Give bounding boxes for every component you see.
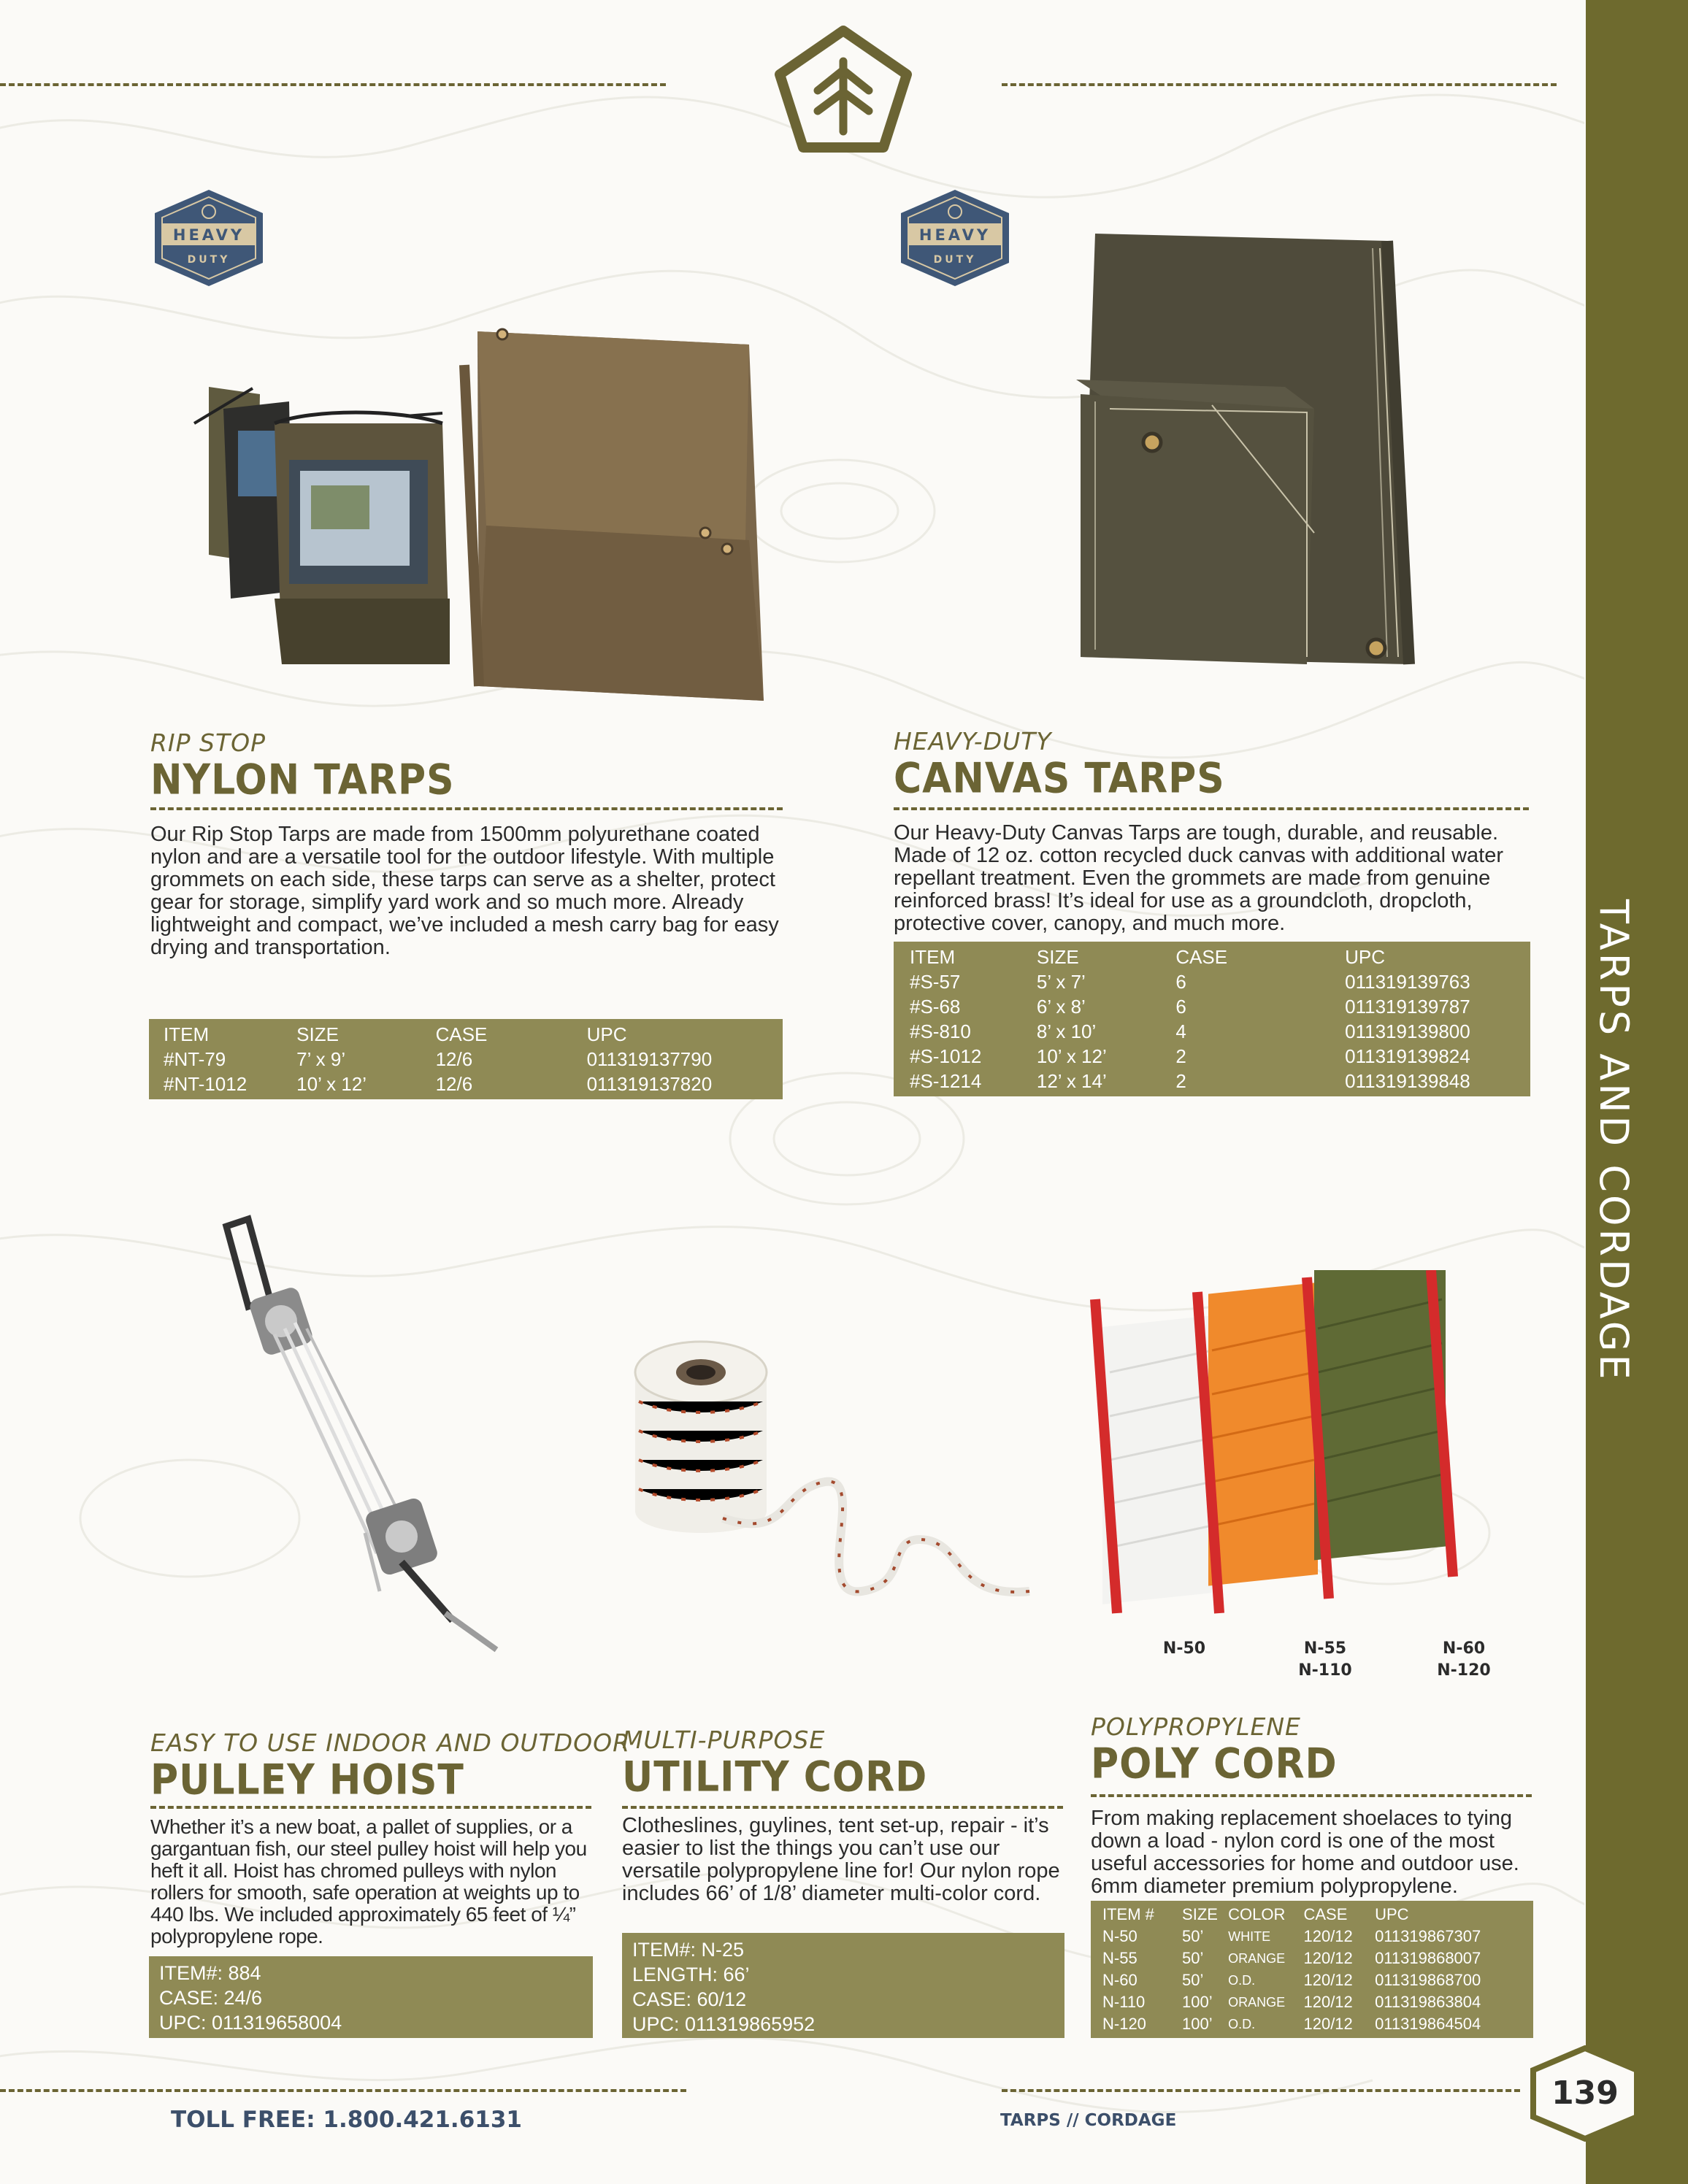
canvas-divider	[894, 807, 1529, 810]
table-row	[164, 1072, 768, 1096]
table-cell: #S-57	[910, 971, 961, 993]
pulley-hoist-image	[204, 1212, 540, 1664]
table-cell: 2	[1175, 1070, 1186, 1092]
canvas-description: Our Heavy-Duty Canvas Tarps are tough, durable, and reusable. Made of 12 oz. cotton recycled duck canvas with additional water repellant treatment. Even the grommets are made from genuine reinforced brass! It’s ideal for use as a groundcloth, dropcloth, protective cover, canopy, and much more.	[894, 821, 1504, 935]
utility-divider	[622, 1806, 1063, 1809]
pulley-kicker: EASY TO USE INDOOR AND OUTDOOR	[150, 1729, 631, 1757]
table-cell: 2	[1175, 1045, 1186, 1067]
table-row	[910, 969, 1514, 994]
column-header: ITEM	[164, 1023, 210, 1045]
utility-spec-box	[622, 1933, 1064, 2038]
nylon-title: NYLON TARPS	[150, 756, 455, 804]
table-cell: #S-810	[910, 1020, 971, 1042]
table-cell: 50’	[1182, 1971, 1204, 1989]
spec-line: ITEM#: N-25	[632, 1939, 745, 1961]
spool-label-line: N-110	[1298, 1661, 1352, 1680]
table-cell: 7’ x 9’	[296, 1048, 346, 1070]
table-cell: 011319868007	[1375, 1949, 1481, 1967]
canvas-spec-table	[894, 942, 1530, 1096]
footer-divider-right	[1002, 2089, 1520, 2092]
page-number: 139	[1551, 2075, 1619, 2112]
table-cell: 10’ x 12’	[296, 1073, 367, 1095]
table-row	[910, 1019, 1514, 1044]
spool-label-line: N-60	[1442, 1639, 1486, 1658]
spec-line: CASE: 60/12	[632, 1988, 747, 2010]
column-header: SIZE	[296, 1023, 339, 1045]
table-cell: 011319868700	[1375, 1971, 1481, 1989]
table-row	[910, 1044, 1514, 1069]
poly-description: From making replacement shoelaces to tying down a load - nylon cord is one of the most useful accessories for home and outdoor use. 6mm diameter premium polypropylene.	[1091, 1807, 1519, 1898]
column-header: ITEM	[910, 946, 956, 968]
header-divider-left	[0, 83, 666, 86]
table-cell: 100’	[1182, 1993, 1213, 2011]
table-header-row	[164, 1022, 768, 1047]
table-cell: O.D.	[1228, 2017, 1256, 2031]
nylon-kicker: RIP STOP	[150, 728, 266, 757]
column-header: CASE	[1303, 1905, 1348, 1923]
footer-section-label: TARPS // CORDAGE	[1000, 2111, 1177, 2130]
table-row	[1102, 1947, 1522, 1969]
header-divider-right	[1002, 83, 1557, 86]
table-cell: 011319139848	[1345, 1070, 1470, 1092]
poly-cord-image	[1088, 1270, 1504, 1635]
table-cell: 120/12	[1303, 2015, 1353, 2033]
column-header: UPC	[586, 1023, 627, 1045]
column-header: UPC	[1375, 1905, 1409, 1923]
table-cell: 5’ x 7’	[1036, 971, 1086, 993]
table-cell: 100’	[1182, 2015, 1213, 2033]
table-row	[1102, 1969, 1522, 1991]
spool-label-line: N-50	[1162, 1639, 1206, 1658]
badge-line2: DUTY	[933, 254, 977, 266]
toll-free-phone: TOLL FREE: 1.800.421.6131	[171, 2107, 522, 2133]
pulley-description: Whether it’s a new boat, a pallet of supplies, or a gargantuan fish, our steel pulley hoist will help you heft it all. Hoist has chromed pulleys with nylon rollers for smooth, safe operation at weights up to 440 lbs. We included approximately 65 feet of ¼” polypropylene rope.	[150, 1815, 587, 1947]
spool-label-line: N-55	[1303, 1639, 1347, 1658]
table-cell: 8’ x 10’	[1036, 1020, 1097, 1042]
table-cell: 011319864504	[1375, 2015, 1481, 2033]
sidebar-title: TARPS AND CORDAGE	[1591, 899, 1637, 1383]
table-cell: N-55	[1102, 1949, 1138, 1967]
table-cell: 011319139824	[1345, 1045, 1470, 1067]
column-header: CASE	[1175, 946, 1228, 968]
table-row	[1102, 1991, 1522, 2013]
nylon-divider	[150, 807, 783, 810]
spool-label	[1155, 1638, 1213, 1660]
page-number-badge	[1530, 2045, 1640, 2142]
table-cell: N-110	[1102, 1993, 1146, 2011]
spool-label	[1292, 1638, 1358, 1682]
table-cell: #S-1012	[910, 1045, 982, 1067]
spool-label-line: N-120	[1437, 1661, 1491, 1680]
canvas-kicker: HEAVY-DUTY	[894, 727, 1052, 755]
canvas-tarp-image	[1066, 226, 1431, 679]
table-row	[910, 1069, 1514, 1093]
column-header: ITEM #	[1102, 1905, 1154, 1923]
table-cell: 011319867307	[1375, 1927, 1481, 1945]
footer-divider-left	[0, 2089, 686, 2092]
poly-title: POLY CORD	[1091, 1740, 1338, 1788]
nylon-tarp-image	[165, 321, 793, 701]
nylon-description: Our Rip Stop Tarps are made from 1500mm polyurethane coated nylon and are a versatile tool for the outdoor lifestyle. With multiple grommets on each side, these tarps can serve as a shelter, protect gear for storage, simplify yard work and so much more. Already lightweight and compact, we’ve included a mesh carry bag for easy drying and transportation.	[150, 823, 779, 959]
table-header-row	[910, 945, 1514, 969]
spec-line: UPC: 011319658004	[159, 2012, 342, 2034]
table-cell: 011319139763	[1345, 971, 1470, 993]
utility-title: UTILITY CORD	[622, 1753, 928, 1802]
table-cell: 10’ x 12’	[1036, 1045, 1107, 1067]
nylon-spec-table	[149, 1019, 783, 1099]
table-cell: WHITE	[1228, 1929, 1271, 1944]
table-cell: 011319863804	[1375, 1993, 1481, 2011]
table-cell: #S-68	[910, 996, 961, 1018]
pulley-spec-box	[149, 1956, 593, 2038]
table-cell: 50’	[1182, 1949, 1204, 1967]
tree-logo-icon	[768, 23, 918, 162]
badge-line1: HEAVY	[918, 226, 991, 244]
table-cell: N-60	[1102, 1971, 1138, 1989]
table-cell: N-120	[1102, 2015, 1146, 2033]
poly-spec-table	[1091, 1901, 1533, 2038]
badge-line1: HEAVY	[172, 226, 245, 244]
utility-kicker: MULTI-PURPOSE	[622, 1726, 826, 1754]
table-cell: 12/6	[435, 1073, 473, 1095]
spec-line: ITEM#: 884	[159, 1962, 261, 1984]
table-cell: 120/12	[1303, 1971, 1353, 1989]
column-header: SIZE	[1036, 946, 1079, 968]
poly-divider	[1091, 1794, 1532, 1797]
heavy-duty-badge	[897, 187, 1013, 289]
table-cell: #S-1214	[910, 1070, 982, 1092]
badge-line2: DUTY	[187, 254, 231, 266]
table-cell: 120/12	[1303, 1927, 1353, 1945]
table-cell: 011319137790	[586, 1048, 713, 1070]
table-cell: #NT-79	[164, 1048, 226, 1070]
table-cell: 4	[1175, 1020, 1186, 1042]
table-cell: ORANGE	[1228, 1951, 1286, 1966]
table-cell: 120/12	[1303, 1993, 1353, 2011]
pulley-title: PULLEY HOIST	[150, 1756, 464, 1804]
table-cell: 12’ x 14’	[1036, 1070, 1107, 1092]
canvas-title: CANVAS TARPS	[894, 755, 1225, 803]
table-row	[910, 994, 1514, 1019]
column-header: COLOR	[1228, 1905, 1286, 1923]
table-cell: #NT-1012	[164, 1073, 248, 1095]
table-cell: 50’	[1182, 1927, 1204, 1945]
utility-cord-image	[621, 1321, 1044, 1628]
table-cell: 6	[1175, 971, 1186, 993]
spec-line: UPC: 011319865952	[632, 2013, 816, 2035]
spec-line: CASE: 24/6	[159, 1987, 263, 2009]
utility-description: Clotheslines, guylines, tent set-up, repair - it’s easier to list the things you can’t use our versatile polypropylene line for! Our nylon rope includes 66’ of 1/8’ diameter multi-color cord.	[622, 1814, 1060, 1905]
column-header: CASE	[435, 1023, 488, 1045]
table-row	[1102, 1926, 1522, 1947]
heavy-duty-badge	[150, 187, 267, 289]
table-cell: ORANGE	[1228, 1995, 1286, 2010]
table-cell: 120/12	[1303, 1949, 1353, 1967]
table-cell: 011319137820	[586, 1073, 713, 1095]
table-header-row	[1102, 1904, 1522, 1926]
table-cell: 6	[1175, 996, 1186, 1018]
poly-kicker: POLYPROPYLENE	[1091, 1712, 1301, 1741]
spool-label	[1431, 1638, 1497, 1682]
table-cell: O.D.	[1228, 1973, 1256, 1988]
table-cell: N-50	[1102, 1927, 1138, 1945]
table-cell: 6’ x 8’	[1036, 996, 1086, 1018]
spec-line: LENGTH: 66’	[632, 1964, 750, 1985]
column-header: UPC	[1345, 946, 1386, 968]
pulley-divider	[150, 1806, 591, 1809]
column-header: SIZE	[1182, 1905, 1218, 1923]
table-row	[164, 1047, 768, 1072]
table-cell: 011319139787	[1345, 996, 1470, 1018]
table-row	[1102, 2013, 1522, 2035]
table-cell: 011319139800	[1345, 1020, 1470, 1042]
table-cell: 12/6	[435, 1048, 473, 1070]
